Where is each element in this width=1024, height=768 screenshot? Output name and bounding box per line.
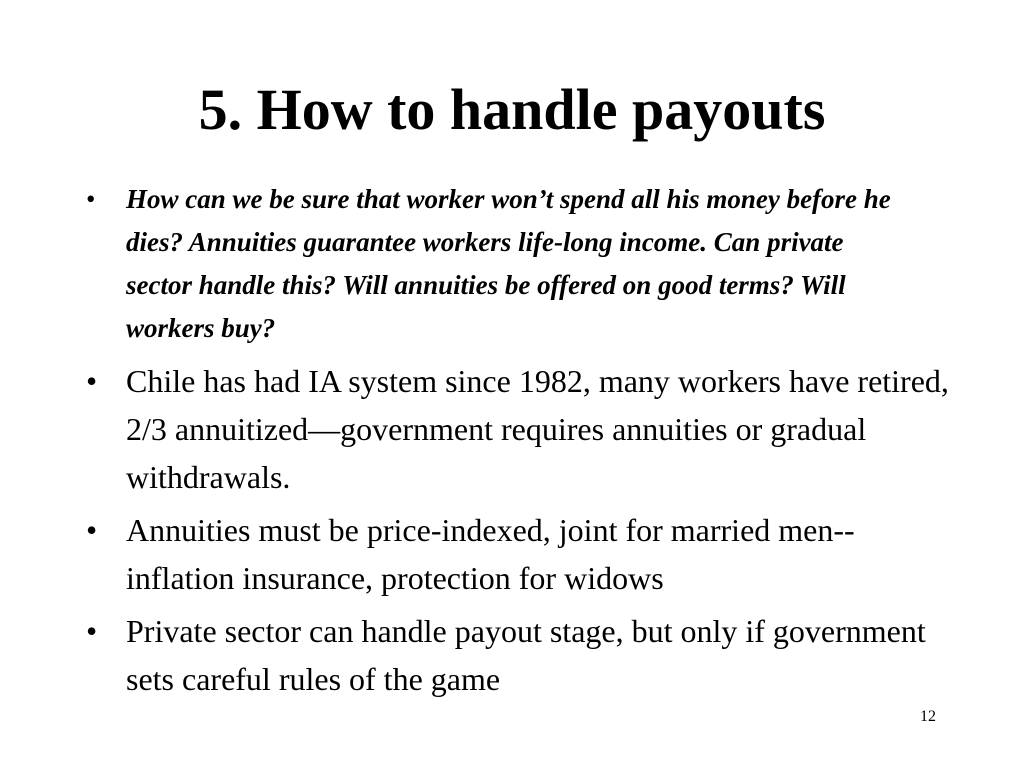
bullet-text: Annuities must be price-indexed, joint for married men--inflation insurance, protection for widows bbox=[126, 512, 855, 596]
bullet-text: How can we be sure that worker won’t spend all his money before he dies? Annuities guarantee workers life-long income. Can private sector handle this? Will annuities be offered on good terms? Will workers buy? bbox=[126, 184, 891, 343]
bullet-text: Chile has had IA system since 1982, many workers have retired, 2/3 annuitized—government requires annuities or gradual withdrawals. bbox=[126, 363, 949, 495]
bullet-item-4 bbox=[86, 607, 956, 703]
bullet-marker: • bbox=[86, 363, 98, 399]
bullet-text: Private sector can handle payout stage, but only if government sets careful rules of the game bbox=[126, 613, 926, 697]
bullet-item-1 bbox=[86, 178, 956, 350]
bullet-item-2 bbox=[86, 357, 956, 501]
slide-title: 5. How to handle payouts bbox=[198, 77, 826, 142]
bullet-item-3 bbox=[86, 506, 956, 602]
bullet-list bbox=[86, 178, 956, 708]
bullet-marker: • bbox=[86, 184, 96, 214]
bullet-marker: • bbox=[86, 613, 98, 649]
bullet-marker: • bbox=[86, 512, 98, 548]
page-number: 12 bbox=[920, 708, 936, 725]
